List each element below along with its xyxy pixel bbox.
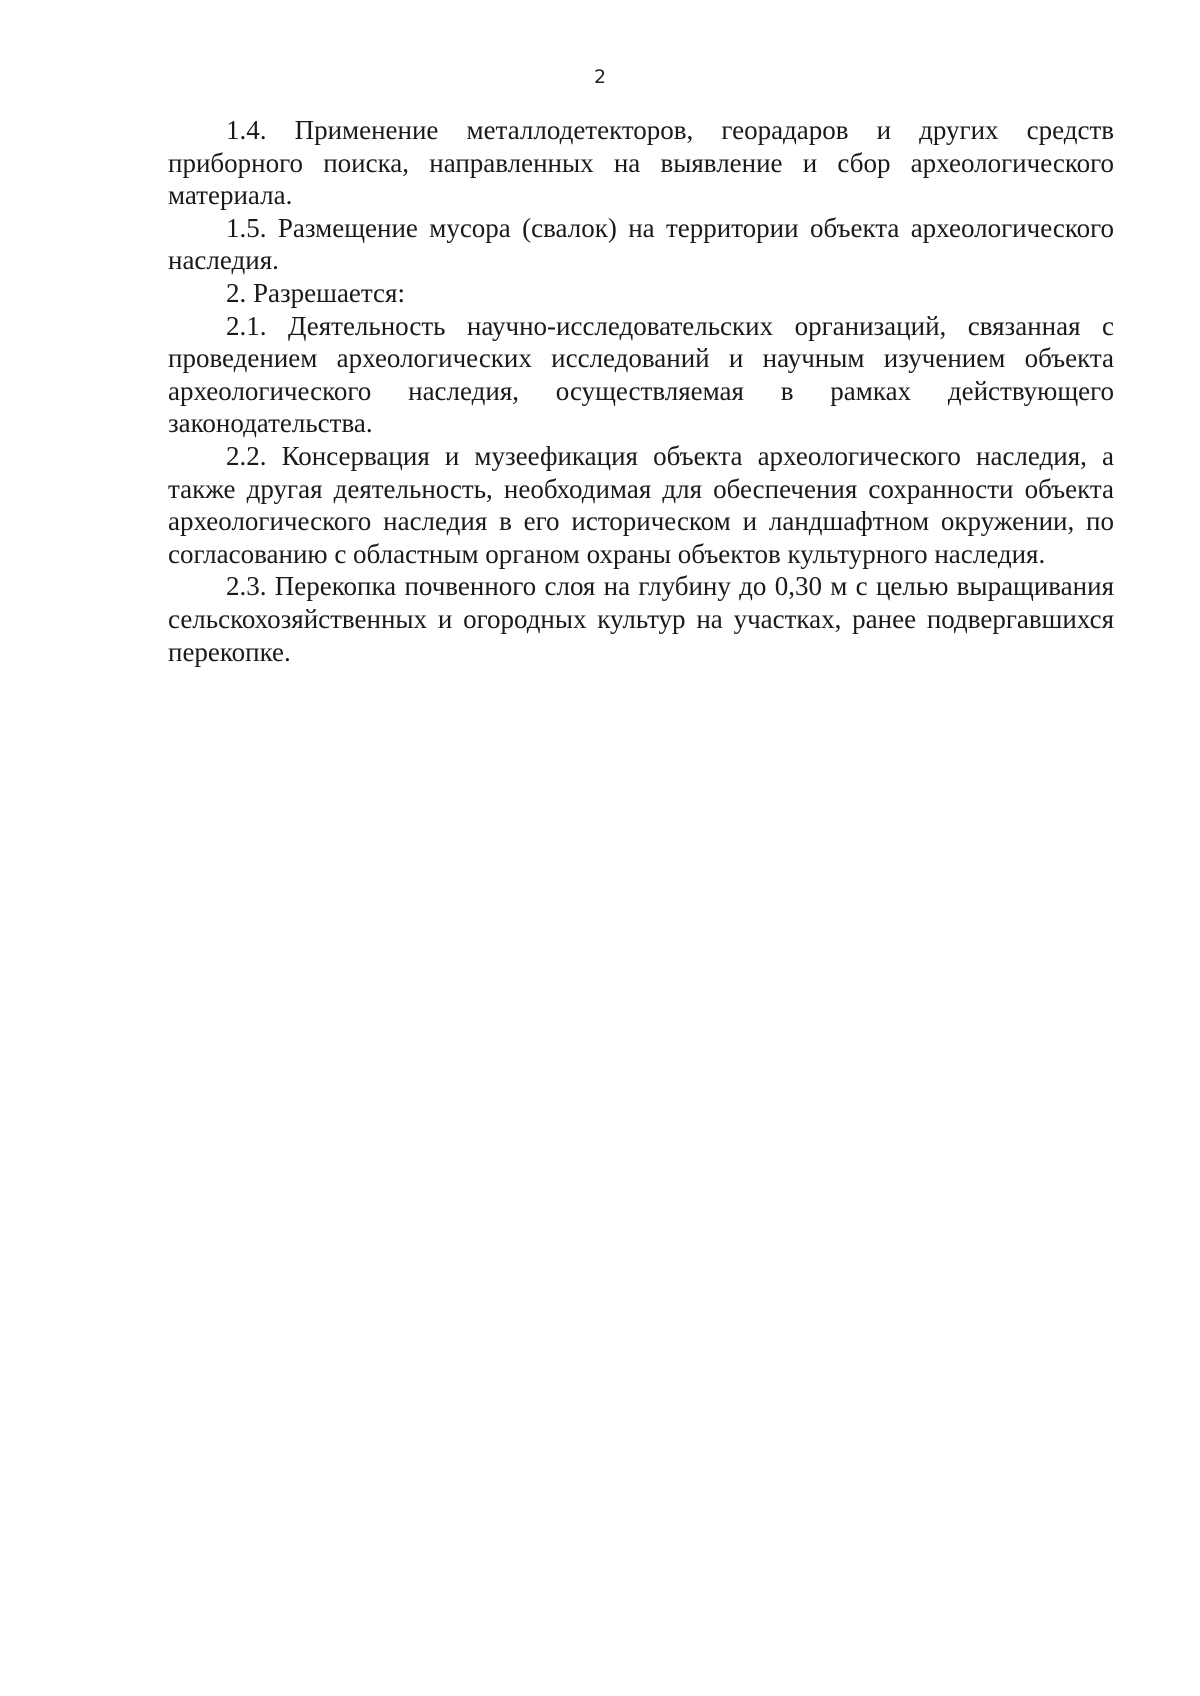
- paragraph-2-3: 2.3. Перекопка почвенного слоя на глубину до 0,30 м с целью выращивания сельскохозяйственных и огородных культур на участках, ранее подвергавшихся перекопке.: [168, 571, 1114, 667]
- paragraph-2-heading: 2. Разрешается:: [226, 277, 405, 308]
- page-number: 2: [593, 66, 607, 88]
- paragraph-2-2: 2.2. Консервация и музеефикация объекта археологического наследия, а также другая деятельность, необходимая для обеспечения сохранности объекта археологического наследия в его историческом и ландшафтном окружении, по согласованию с областным органом охраны объектов культурного наследия.: [168, 440, 1114, 569]
- paragraph-2-1: 2.1. Деятельность научно-исследовательских организаций, связанная с проведением археологических исследований и научным изучением объекта археологического наследия, осуществляемая в рамках действующего законодательства.: [168, 310, 1114, 439]
- paragraph-1-4: 1.4. Применение металлодетекторов, георадаров и других средств приборного поиска, направленных на выявление и сбор археологического материала.: [168, 115, 1114, 211]
- paragraph-1-5: 1.5. Размещение мусора (свалок) на территории объекта археологического наследия.: [168, 212, 1114, 276]
- document-body: [168, 114, 1114, 668]
